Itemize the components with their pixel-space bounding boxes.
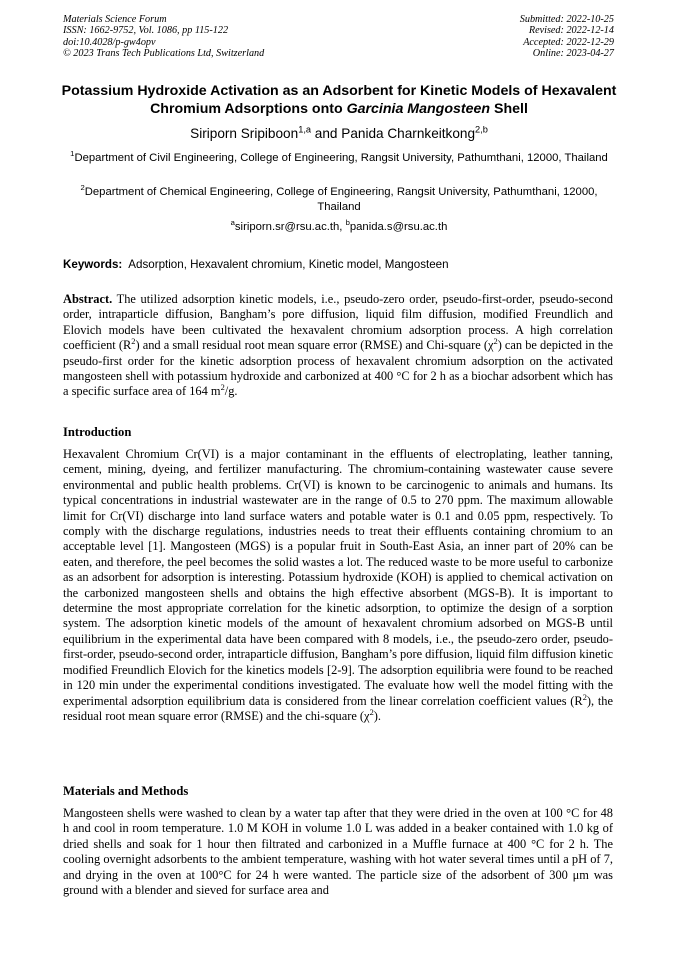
- methods-text: Mangosteen shells were washed to clean by a water tap after that they were dried in the oven at 100 °C for 48 h and cool in room temperature. 1.0 M KOH in volume 1.0 L was added in a beaker contained with 1.0 kg of dried shells and soak for 1 hour then filtrated and carbonized in a Muffle furnace at 400 °C for 2 h. The cooling overnight adsorbents to the ambient temperature, washing with hot water several times until a pH of 7, and drying in the oven at 100°C for 24 h were wanted. The particle size of the adsorbent of 300 μm was ground with a blender and sieved for surface area and: [63, 806, 613, 898]
- author-1-sup: 1,a: [298, 124, 312, 135]
- issn: ISSN: 1662-9752, Vol. 1086, pp 115-122: [63, 25, 229, 37]
- affiliation-2-sup: 2: [80, 183, 85, 193]
- keywords-label: Keywords:: [63, 258, 123, 271]
- online-date: Online: 2023-04-27: [532, 48, 614, 60]
- author-emails: [60, 220, 618, 235]
- publication-dates: [520, 14, 614, 60]
- keywords-text: Adsorption, Hexavalent chromium, Kinetic model, Mangosteen: [128, 258, 449, 271]
- author-2: Panida Charnkeitkong: [341, 126, 476, 141]
- abstract-sup-1: 2: [131, 336, 136, 347]
- email-a-sup: a: [230, 218, 235, 228]
- journal-name: Materials Science Forum: [63, 14, 167, 25]
- email-b: panida.s@rsu.ac.th: [349, 221, 448, 233]
- title-end: Shell: [490, 101, 528, 117]
- intro-text-2: ), the residual root mean square error (RMSE) and the chi-square (χ: [63, 693, 613, 723]
- copyright: © 2023 Trans Tech Publications Ltd, Switzerland: [63, 48, 265, 60]
- affiliation-2-text: Department of Chemical Engineering, College of Engineering, Rangsit University, Pathumthani, 12000, Thailand: [84, 186, 598, 213]
- abstract-text-3: ) can be depicted in the pseudo-first order for the kinetic adsorption process of hexavalent chromium adsorption on the activated mangosteen shell with potassium hydroxide and carbonized at 400 °C for 2 h as a biochar adsorbent which has a specific surface area of 164 m: [63, 338, 614, 399]
- affiliation-1-text: Department of Civil Engineering, College of Engineering, Rangsit University, Pathumthani, 12000, Thailand: [74, 152, 608, 164]
- affiliation-1-sup: 1: [70, 149, 75, 159]
- email-b-sup: b: [345, 218, 350, 228]
- author-1: Siriporn Sripiboon: [190, 126, 299, 141]
- abstract-sup-3: 2: [220, 382, 225, 393]
- title-italic: Garcinia Mangosteen: [346, 101, 491, 117]
- intro-sup-1: 2: [582, 691, 587, 702]
- title-text: Potassium Hydroxide Activation as an Adsorbent for Kinetic Models of Hexavalent Chromium Adsorptions onto: [61, 83, 617, 117]
- paper-title: [40, 82, 638, 118]
- affiliation-1: [60, 151, 618, 166]
- intro-sup-2: 2: [369, 706, 374, 717]
- introduction-text: [63, 447, 613, 724]
- abstract-text-2: ) and a small residual root mean square error (RMSE) and Chi-square (χ: [135, 338, 494, 353]
- email-a: siriporn.sr@rsu.ac.th,: [234, 221, 346, 233]
- submitted-date: Submitted: 2022-10-25: [519, 14, 614, 25]
- abstract-text-4: /g.: [224, 384, 238, 399]
- journal-info: [63, 14, 264, 60]
- abstract-sup-2: 2: [493, 336, 498, 347]
- revised-date: Revised: 2022-12-14: [528, 25, 614, 37]
- author-2-sup: 2,b: [475, 124, 488, 135]
- author-conj: and: [311, 126, 342, 141]
- abstract: [63, 292, 613, 400]
- methods-heading: Materials and Methods: [63, 784, 189, 798]
- accepted-date: Accepted: 2022-12-29: [523, 36, 614, 48]
- abstract-text-1: The utilized adsorption kinetic models, i.e., pseudo-zero order, pseudo-first-order, pseudo-second order, intraparticle diffusion, Bangham’s pore diffusion, liquid film diffusion, modified Freundlich and Elovich models have been cultivated the hexavalent chromium adsorption process. A high correlation coefficient (R: [63, 292, 613, 353]
- abstract-label: Abstract.: [63, 292, 113, 306]
- affiliation-2: [60, 185, 618, 215]
- intro-text-3: ).: [373, 708, 382, 723]
- doi: doi:10.4028/p-gw4opv: [63, 36, 156, 48]
- keywords: [63, 257, 623, 272]
- introduction-heading: Introduction: [63, 425, 132, 439]
- intro-text-1: Hexavalent Chromium Cr(VI) is a major contaminant in the effluents of electroplating, leather tanning, cement, mining, dyeing, and fertilizer manufacturing. The chromium-containing wastewater cause severe environmental and public health problems. Cr(VI) is known to be carcinogenic to animals and humans. Its typical concentrations in industrial wastewater are in the range of 0.5 to 270 ppm. The maximum allowable limit for Cr(VI) discharge into land surface waters and potable water is 0.1 and 0.05 ppm, respectively. To comply with the discharge regulations, industries needs to treat their effluents containing chromium to an acceptable level [1]. Mangosteen (MGS) is a popular fruit in South-East Asia, an inner part of 20% can be eaten, and therefore, the peel becomes the solid wastes a lot. The reduced waste to be more useful to carbonize as an adsorbent for adsorption is interesting. Potassium hydroxide (KOH) is applied to chemical activation on the carbonized mangosteen shells and obtains the high effective absorbent (MGS-B). It is important to determine the most appropriate correlation for the kinetic adsorption, to optimize the design of a sorption system. The adsorption kinetic models of the amount of hexavalent chromium adsorbed on MGS-B until equilibrium in the experimental data have been compared with 8 models, i.e., the pseudo-zero order, pseudo-first-order, pseudo-second order, intraparticle diffusion, Bangham’s pore diffusion, liquid film diffusion kinetic modified Freundlich Elovich for the kinetics models [2-9]. The adsorption equilibria were found to be reached in 120 min under the experimental conditions investigated. The evaluate how well the model fitting with the experimental adsorption equilibrium data is considered from the linear correlation coefficient values (R: [63, 447, 613, 708]
- authors: [40, 125, 638, 142]
